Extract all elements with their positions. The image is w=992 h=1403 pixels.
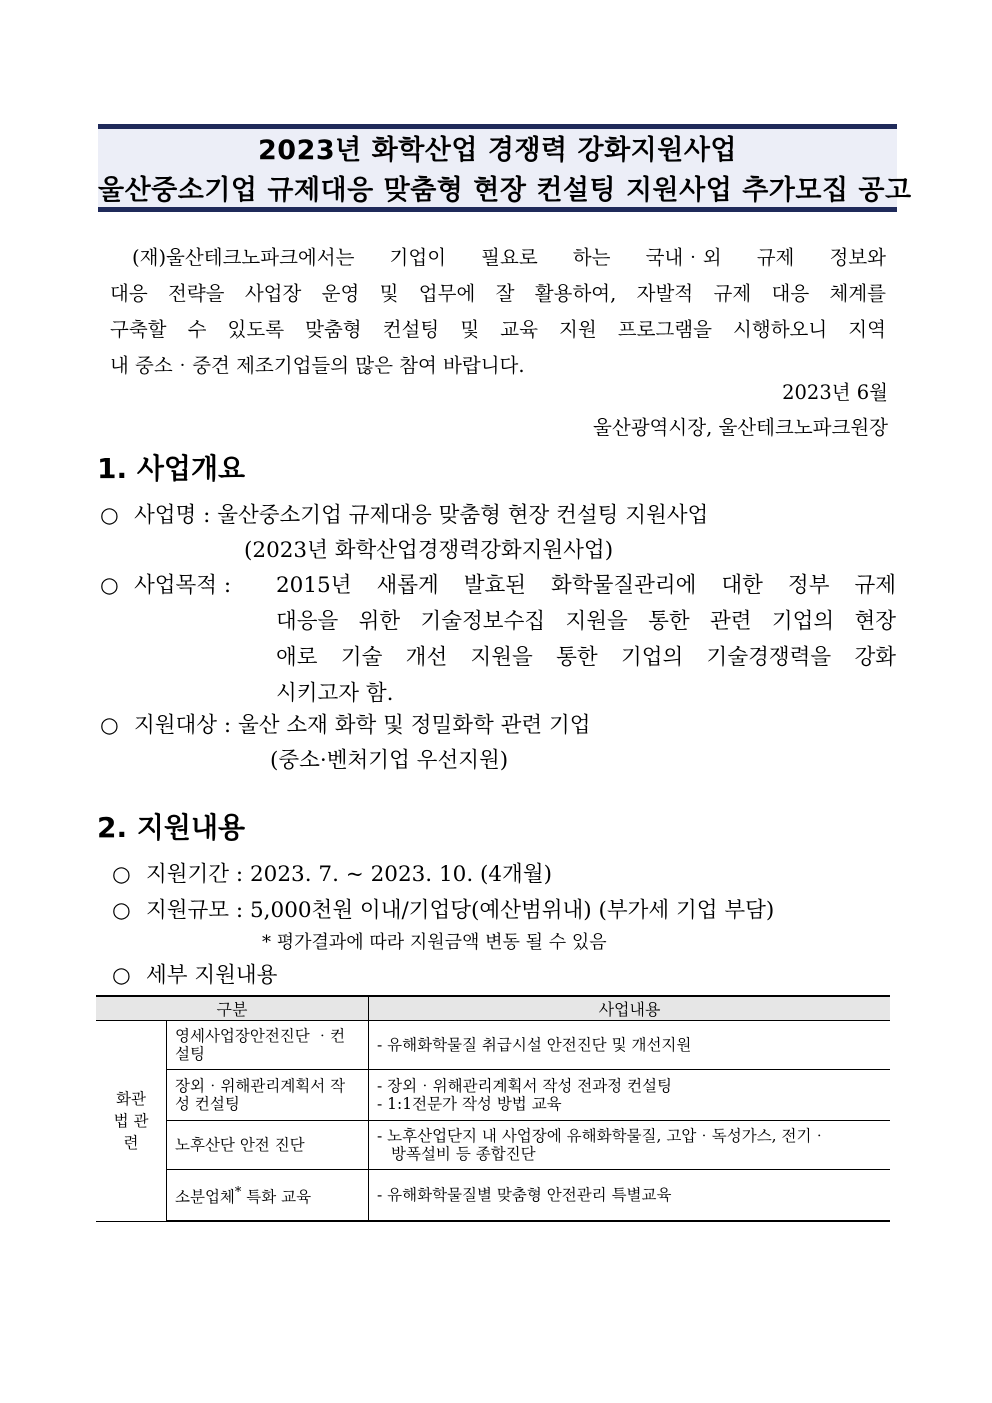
table-desc-cell: [369, 1070, 891, 1121]
desc-line: 방폭설비 등 종합진단: [391, 1145, 536, 1163]
section-1-heading: 1. 사업개요: [97, 452, 246, 485]
notice-date: 2023년 6월: [782, 381, 888, 404]
support-target-label: 지원대상 :: [134, 713, 232, 738]
support-scale-row: [112, 893, 774, 924]
title-box: [98, 124, 912, 212]
bullet: ○: [112, 963, 131, 988]
table-desc-cell: [369, 1170, 891, 1222]
purpose-line-3: 애로 기술 개선 지원을 통한 기업의 기술경쟁력을 강화: [276, 645, 896, 670]
support-scale-label: 지원규모 :: [146, 898, 244, 923]
table-desc-cell: [369, 1121, 891, 1170]
item-text-suffix: 특화 교육: [241, 1188, 312, 1207]
project-purpose-label: 사업목적 :: [134, 573, 232, 598]
title-line-2: 울산중소기업 규제대응 맞춤형 현장 컨설팅 지원사업 추가모집 공고: [98, 175, 912, 206]
desc-line: - 유해화학물질 취급시설 안전진단 및 개선지원: [377, 1036, 692, 1054]
project-name-sub: (2023년 화학산업경쟁력강화지원사업): [244, 538, 614, 563]
table-row: [96, 1121, 890, 1170]
support-period-label: 지원기간 :: [146, 862, 244, 887]
table-group-label: 화관법 관련: [113, 1089, 149, 1152]
bullet: ○: [100, 573, 119, 598]
project-purpose-row: [100, 568, 231, 599]
desc-line: - 장외‧위해관리계획서 작성 전과정 컨설팅: [377, 1077, 672, 1095]
table-row: [96, 1170, 890, 1222]
purpose-line-4: 시키고자 함.: [276, 681, 394, 706]
item-footnote-mark: *: [234, 1184, 242, 1200]
support-detail-table: [96, 995, 890, 1222]
intro-paragraph: [110, 240, 886, 384]
intro-line-1: (재)울산테크노파크에서는 기업이 필요로 하는 국내‧외 규제 정보와: [132, 246, 886, 269]
table-header-category: 구분: [96, 996, 369, 1021]
purpose-line-2: 대응을 위한 기술정보수집 지원을 통한 관련 기업의 현장: [276, 609, 896, 634]
table-row: [96, 1021, 890, 1070]
project-name-label: 사업명 :: [134, 503, 211, 528]
support-target-value: 울산 소재 화학 및 정밀화학 관련 기업: [238, 713, 591, 738]
table-item-cell: 영세사업장안전진단 ‧컨설팅: [167, 1021, 369, 1070]
table-desc-cell: [369, 1021, 891, 1070]
bullet: ○: [112, 862, 131, 887]
intro-line-3: 구축할 수 있도록 맞춤형 컨설팅 및 교육 지원 프로그램을 시행하오니 지역: [110, 318, 886, 341]
table-header-content: 사업내용: [369, 996, 891, 1021]
project-purpose-body: [276, 568, 896, 712]
intro-line-4: 내 중소‧중견 제조기업들의 많은 참여 바랍니다.: [110, 354, 525, 377]
project-name-value: 울산중소기업 규제대응 맞춤형 현장 컨설팅 지원사업: [217, 503, 709, 528]
title-line-1: 2023년 화학산업 경쟁력 강화지원사업: [258, 135, 737, 166]
intro-line-2: 대응 전략을 사업장 운영 및 업무에 잘 활용하여, 자발적 규제 대응 체계를: [110, 282, 886, 305]
bullet: ○: [100, 503, 119, 528]
table-item-cell: 장외‧위해관리계획서 작성 컨설팅: [167, 1070, 369, 1121]
bullet: ○: [100, 713, 119, 738]
section-2-heading: 2. 지원내용: [97, 811, 246, 844]
desc-line: - 유해화학물질별 맞춤형 안전관리 특별교육: [377, 1186, 672, 1204]
project-name-row: [100, 498, 708, 529]
support-scale-value: 5,000천원 이내/기업당(예산범위내) (부가세 기업 부담): [250, 898, 775, 923]
table-item-cell: 노후산단 안전 진단: [167, 1121, 369, 1170]
bullet: ○: [112, 898, 131, 923]
support-period-value: 2023. 7. ~ 2023. 10. (4개월): [250, 862, 552, 887]
purpose-line-1: 2015년 새롭게 발효된 화학물질관리에 대한 정부 규제: [276, 573, 896, 598]
table-row: [96, 1070, 890, 1121]
support-period-row: [112, 857, 552, 888]
support-scale-note: * 평가결과에 따라 지원금액 변동 될 수 있음: [262, 932, 607, 953]
desc-line: - 노후산업단지 내 사업장에 유해화학물질, 고압‧독성가스, 전기‧: [377, 1127, 827, 1145]
table-header-row: [96, 996, 890, 1021]
support-detail-label: 세부 지원내용: [146, 963, 278, 988]
support-detail-row: [112, 958, 277, 989]
desc-line: - 1:1전문가 작성 방법 교육: [377, 1095, 562, 1113]
support-target-row: [100, 708, 591, 739]
support-target-sub: (중소·벤처기업 우선지원): [270, 748, 509, 773]
table-item-cell: [167, 1170, 369, 1222]
item-text: 소분업체: [175, 1188, 235, 1207]
table-group-cell: [96, 1021, 167, 1222]
notice-signer: 울산광역시장, 울산테크노파크원장: [593, 416, 888, 439]
